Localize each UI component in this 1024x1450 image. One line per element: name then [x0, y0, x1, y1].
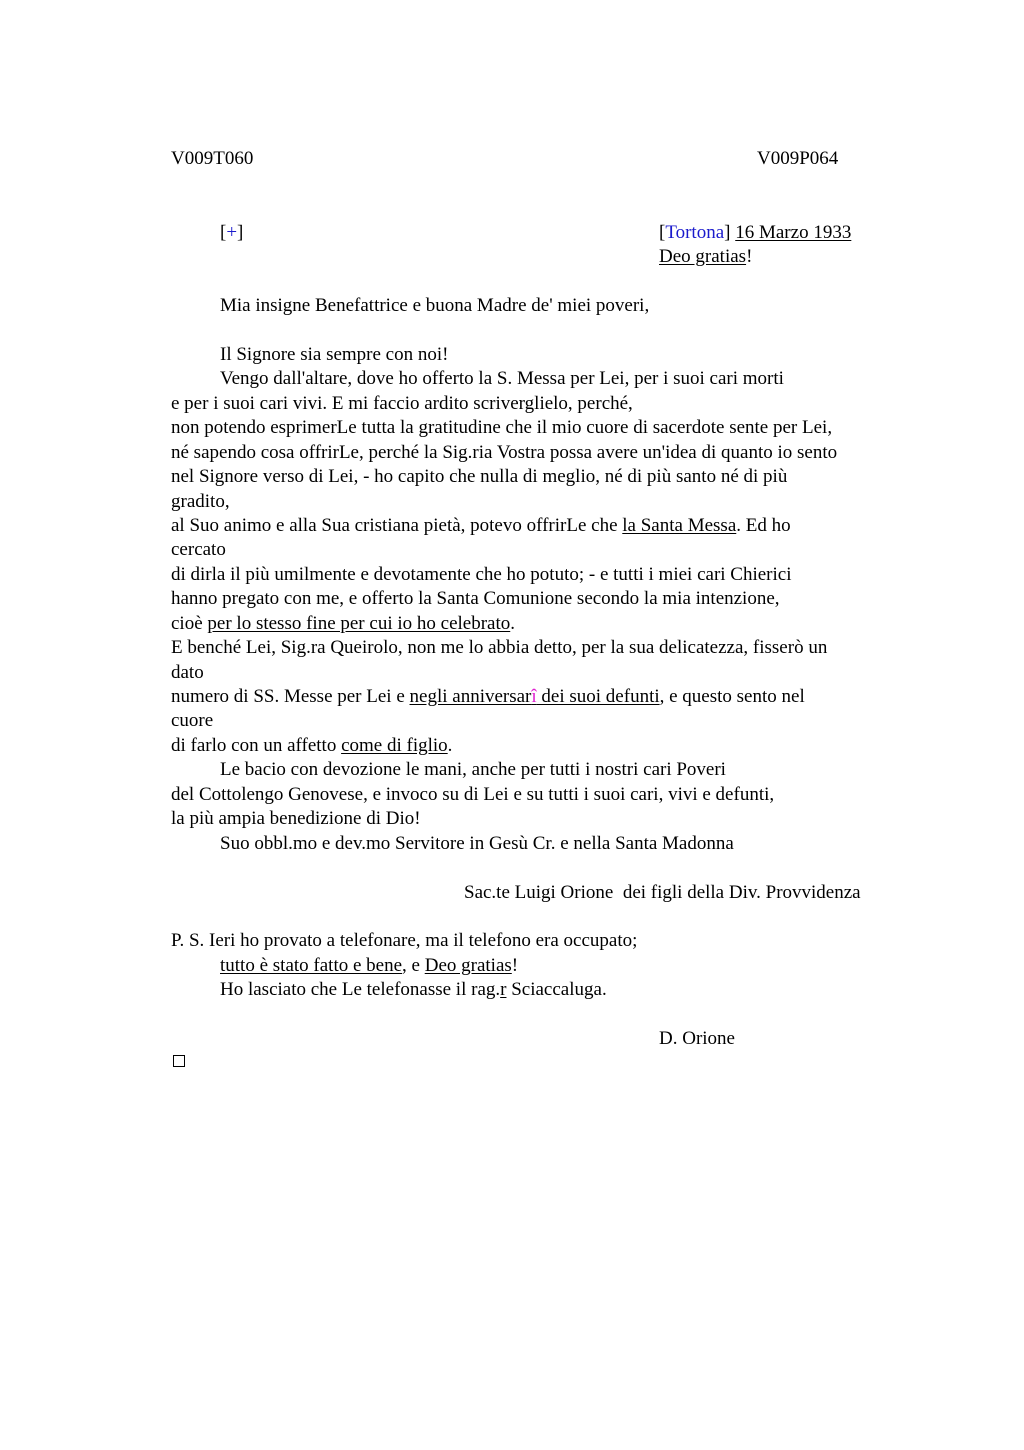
- text-segment: .: [510, 613, 515, 634]
- signature: Sac.te Luigi Orione dei figli della Div. Provvidenza: [464, 882, 861, 903]
- closing-line: Suo obbl.mo e dev.mo Servitore in Gesù Cr. e nella Santa Madonna: [220, 833, 734, 854]
- body-line: di dirla il più umilmente e devotamente che ho potuto; - e tutti i miei cari Chierici: [171, 564, 792, 585]
- text-segment: di farlo con un affetto: [171, 735, 342, 756]
- text-segment: cioè: [171, 613, 208, 634]
- document-code-right: V009P064: [757, 148, 839, 169]
- body-line: E benché Lei, Sig.ra Queirolo, non me lo abbia detto, per la sua delicatezza, fisserò un: [171, 637, 828, 658]
- text-segment: al Suo animo e alla Sua cristiana pietà, potevo offrirLe che: [171, 515, 623, 536]
- underlined-phrase: per lo stesso fine per cui io ho celebrato: [207, 613, 511, 634]
- place-bracket-close: ]: [724, 222, 731, 243]
- body-line: nel Signore verso di Lei, - ho capito che nulla di meglio, né di più santo né di più: [171, 466, 788, 487]
- deo-gratias-heading: [659, 245, 752, 269]
- deo-gratias-text: Deo gratias: [659, 246, 747, 267]
- postscript-line: P. S. Ieri ho provato a telefonare, ma il telefono era occupato;: [171, 930, 638, 951]
- place-bracket-open: [: [659, 222, 666, 243]
- body-line: [171, 612, 515, 636]
- cross-marker: [220, 221, 243, 245]
- underlined-part: dei suoi defunti: [536, 686, 660, 707]
- body-line: [171, 514, 791, 538]
- text-segment: !: [511, 955, 519, 976]
- body-line: non potendo esprimerLe tutta la gratitudine che il mio cuore di sacerdote sente per Lei,: [171, 417, 833, 438]
- body-line: [171, 685, 805, 709]
- underlined-letter: r: [500, 979, 507, 1000]
- body-line: [171, 734, 452, 758]
- underlined-phrase: Deo gratias: [424, 955, 512, 976]
- text-segment: , e questo sento nel: [659, 686, 805, 707]
- deo-gratias-excl: !: [746, 246, 753, 267]
- postscript-line: [220, 978, 607, 1002]
- document-code-left: V009T060: [171, 148, 254, 169]
- text-segment: . Ed ho: [736, 515, 791, 536]
- body-line: cuore: [171, 710, 214, 731]
- postscript-signature: D. Orione: [659, 1028, 735, 1049]
- body-line: del Cottolengo Genovese, e invoco su di Lei e su tutti i suoi cari, vivi e defunti,: [171, 784, 775, 805]
- body-line: cercato: [171, 539, 226, 560]
- body-line: dato: [171, 662, 204, 683]
- underlined-part: negli anniversar: [409, 686, 532, 707]
- body-line: Vengo dall'altare, dove ho offerto la S. Messa per Lei, per i suoi cari morti: [220, 368, 784, 389]
- body-line: Il Signore sia sempre con noi!: [220, 344, 449, 365]
- body-line: e per i suoi cari vivi. E mi faccio ardito scriverglielo, perché,: [171, 393, 633, 414]
- text-segment: Ho lasciato che Le telefonasse il rag.: [220, 979, 501, 1000]
- underlined-phrase: [410, 686, 660, 707]
- cross-symbol: +: [226, 222, 238, 243]
- letter-date: 16 Marzo 1933: [735, 222, 852, 243]
- salutation: Mia insigne Benefattrice e buona Madre de' miei poveri,: [220, 295, 650, 316]
- underlined-phrase: come di figlio: [341, 735, 448, 756]
- body-line: né sapendo cosa offrirLe, perché la Sig.ria Vostra possa avere un'idea di quanto io sento: [171, 442, 838, 463]
- bracket-close: ]: [237, 222, 244, 243]
- text-segment: .: [447, 735, 453, 756]
- place-date: [659, 221, 851, 245]
- editorial-mark: î: [531, 686, 537, 707]
- body-line: hanno pregato con me, e offerto la Santa Comunione secondo la mia intenzione,: [171, 588, 780, 609]
- text-segment: numero di SS. Messe per Lei e: [171, 686, 410, 707]
- underlined-phrase: tutto è stato fatto e bene: [220, 955, 403, 976]
- body-line: Le bacio con devozione le mani, anche per tutti i nostri cari Poveri: [220, 759, 726, 780]
- end-box-icon: [173, 1055, 185, 1067]
- bracket-open: [: [220, 222, 227, 243]
- postscript-line: [220, 954, 518, 978]
- text-segment: , e: [402, 955, 425, 976]
- place-name: Tortona: [665, 222, 725, 243]
- underlined-phrase: la Santa Messa: [622, 515, 737, 536]
- body-line: gradito,: [171, 491, 230, 512]
- text-segment: Sciaccaluga.: [506, 979, 607, 1000]
- body-line: la più ampia benedizione di Dio!: [171, 808, 421, 829]
